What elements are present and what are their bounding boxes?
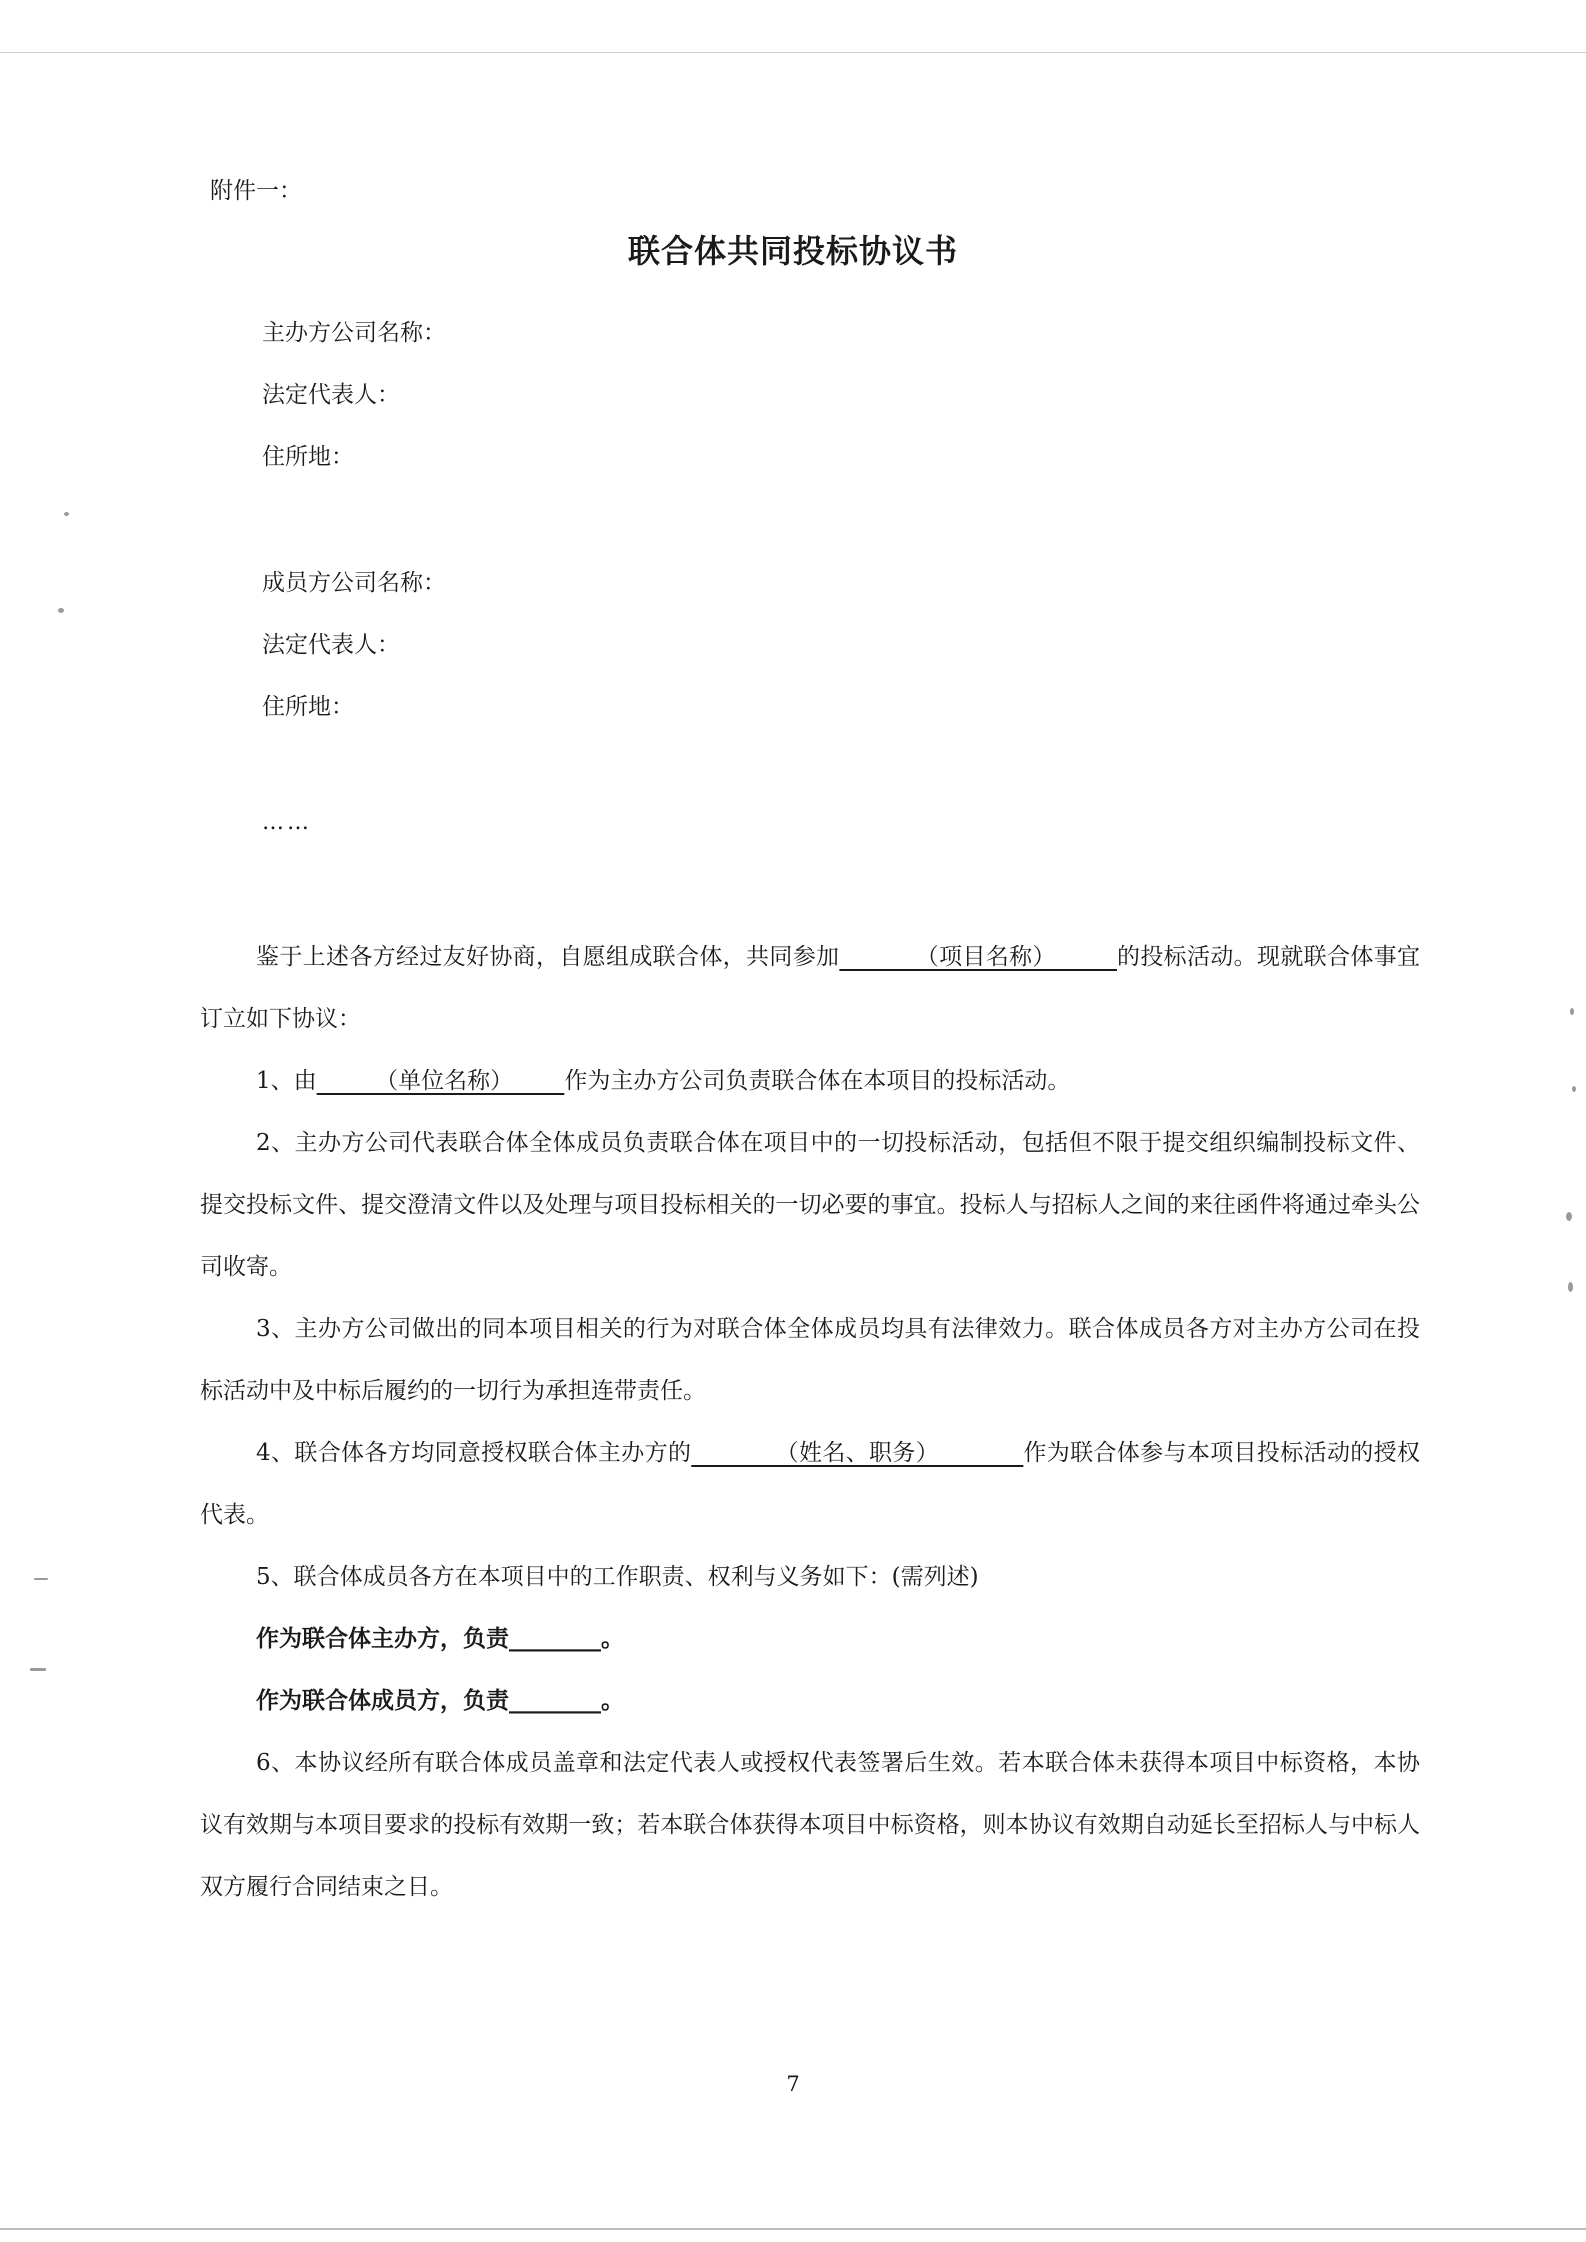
- member-company-label: 成员方公司名称：: [262, 570, 446, 596]
- scan-speck: [1566, 1212, 1572, 1221]
- duty-member-text: 作为联合体成员方，负责: [256, 1687, 509, 1714]
- name-title-blank: （姓名、职务）: [691, 1440, 1024, 1466]
- scan-speck: [1572, 1086, 1576, 1092]
- scan-speck: [58, 608, 64, 613]
- clause-4-text-end: 作为联合体参与本项目投标活动的授权代表。: [200, 1440, 1421, 1528]
- duty-member-end: 。: [601, 1687, 624, 1714]
- clause-6: 6、本协议经所有联合体成员盖章和法定代表人或授权代表签署后生效。若本联合体未获得本项目中标资格，本协议有效期与本项目要求的投标有效期一致；若本联合体获得本项目中标资格，则本协议有效期自动延长至招标人与中标人双方履行合同结束之日。: [200, 1750, 1420, 1900]
- scan-speck: [30, 1668, 46, 1671]
- intro-text: 鉴于上述各方经过友好协商，自愿组成联合体，共同参加: [256, 944, 840, 970]
- clause-2: 2、主办方公司代表联合体全体成员负责联合体在项目中的一切投标活动，包括但不限于提交组织编制投标文件、提交投标文件、提交澄清文件以及处理与项目投标相关的一切必要的事宜。投标人与招标人之间的来往函件将通过牵头公司收寄。: [200, 1130, 1420, 1280]
- clause-1-text-end: 作为主办方公司负责联合体在本项目的投标活动。: [564, 1068, 1071, 1094]
- scan-speck: [1568, 1282, 1573, 1292]
- duty-lead-text: 作为联合体主办方，负责: [256, 1625, 509, 1652]
- page-number: 7: [786, 2072, 800, 2096]
- clause-5: 5、联合体成员各方在本项目中的工作职责、权利与义务如下：(需列述): [256, 1564, 979, 1590]
- lead-rep-label: 法定代表人：: [262, 382, 400, 408]
- unit-name-blank: （单位名称）: [316, 1068, 565, 1094]
- clause-1-text: 1、由: [256, 1068, 317, 1094]
- attachment-label: 附件一：: [210, 178, 302, 204]
- clause-4: [200, 1422, 1420, 1546]
- duty-lead: [200, 1608, 1420, 1670]
- member-rep-label: 法定代表人：: [262, 632, 400, 658]
- document-title: 联合体共同投标协议书: [627, 232, 958, 270]
- duty-lead-end: 。: [601, 1625, 624, 1652]
- clause-3: 3、主办方公司做出的同本项目相关的行为对联合体全体成员均具有法律效力。联合体成员各方对主办方公司在投标活动中及中标后履约的一切行为承担连带责任。: [200, 1316, 1420, 1404]
- scan-bottom-edge: [0, 2228, 1586, 2230]
- duty-member: [200, 1670, 1420, 1732]
- ellipsis: ……: [262, 810, 312, 835]
- scan-speck: [1570, 1008, 1574, 1015]
- lead-address-label: 住所地：: [262, 444, 354, 470]
- project-name-blank: （项目名称）: [839, 944, 1117, 970]
- intro-text-end: 的投标活动。现就联合体事宜订立如下协议：: [200, 944, 1420, 1032]
- duty-member-blank: ________: [509, 1687, 601, 1714]
- member-address-label: 住所地：: [262, 694, 354, 720]
- scan-speck: [64, 512, 69, 516]
- scan-top-edge: [0, 52, 1586, 53]
- agreement-body: [200, 926, 1420, 1918]
- lead-company-label: 主办方公司名称：: [262, 320, 446, 346]
- clause-1: [200, 1050, 1420, 1112]
- duty-lead-blank: ________: [509, 1625, 601, 1652]
- clause-4-text: 4、联合体各方均同意授权联合体主办方的: [256, 1440, 692, 1466]
- intro-paragraph: [200, 926, 1420, 1050]
- scan-speck: [34, 1578, 48, 1580]
